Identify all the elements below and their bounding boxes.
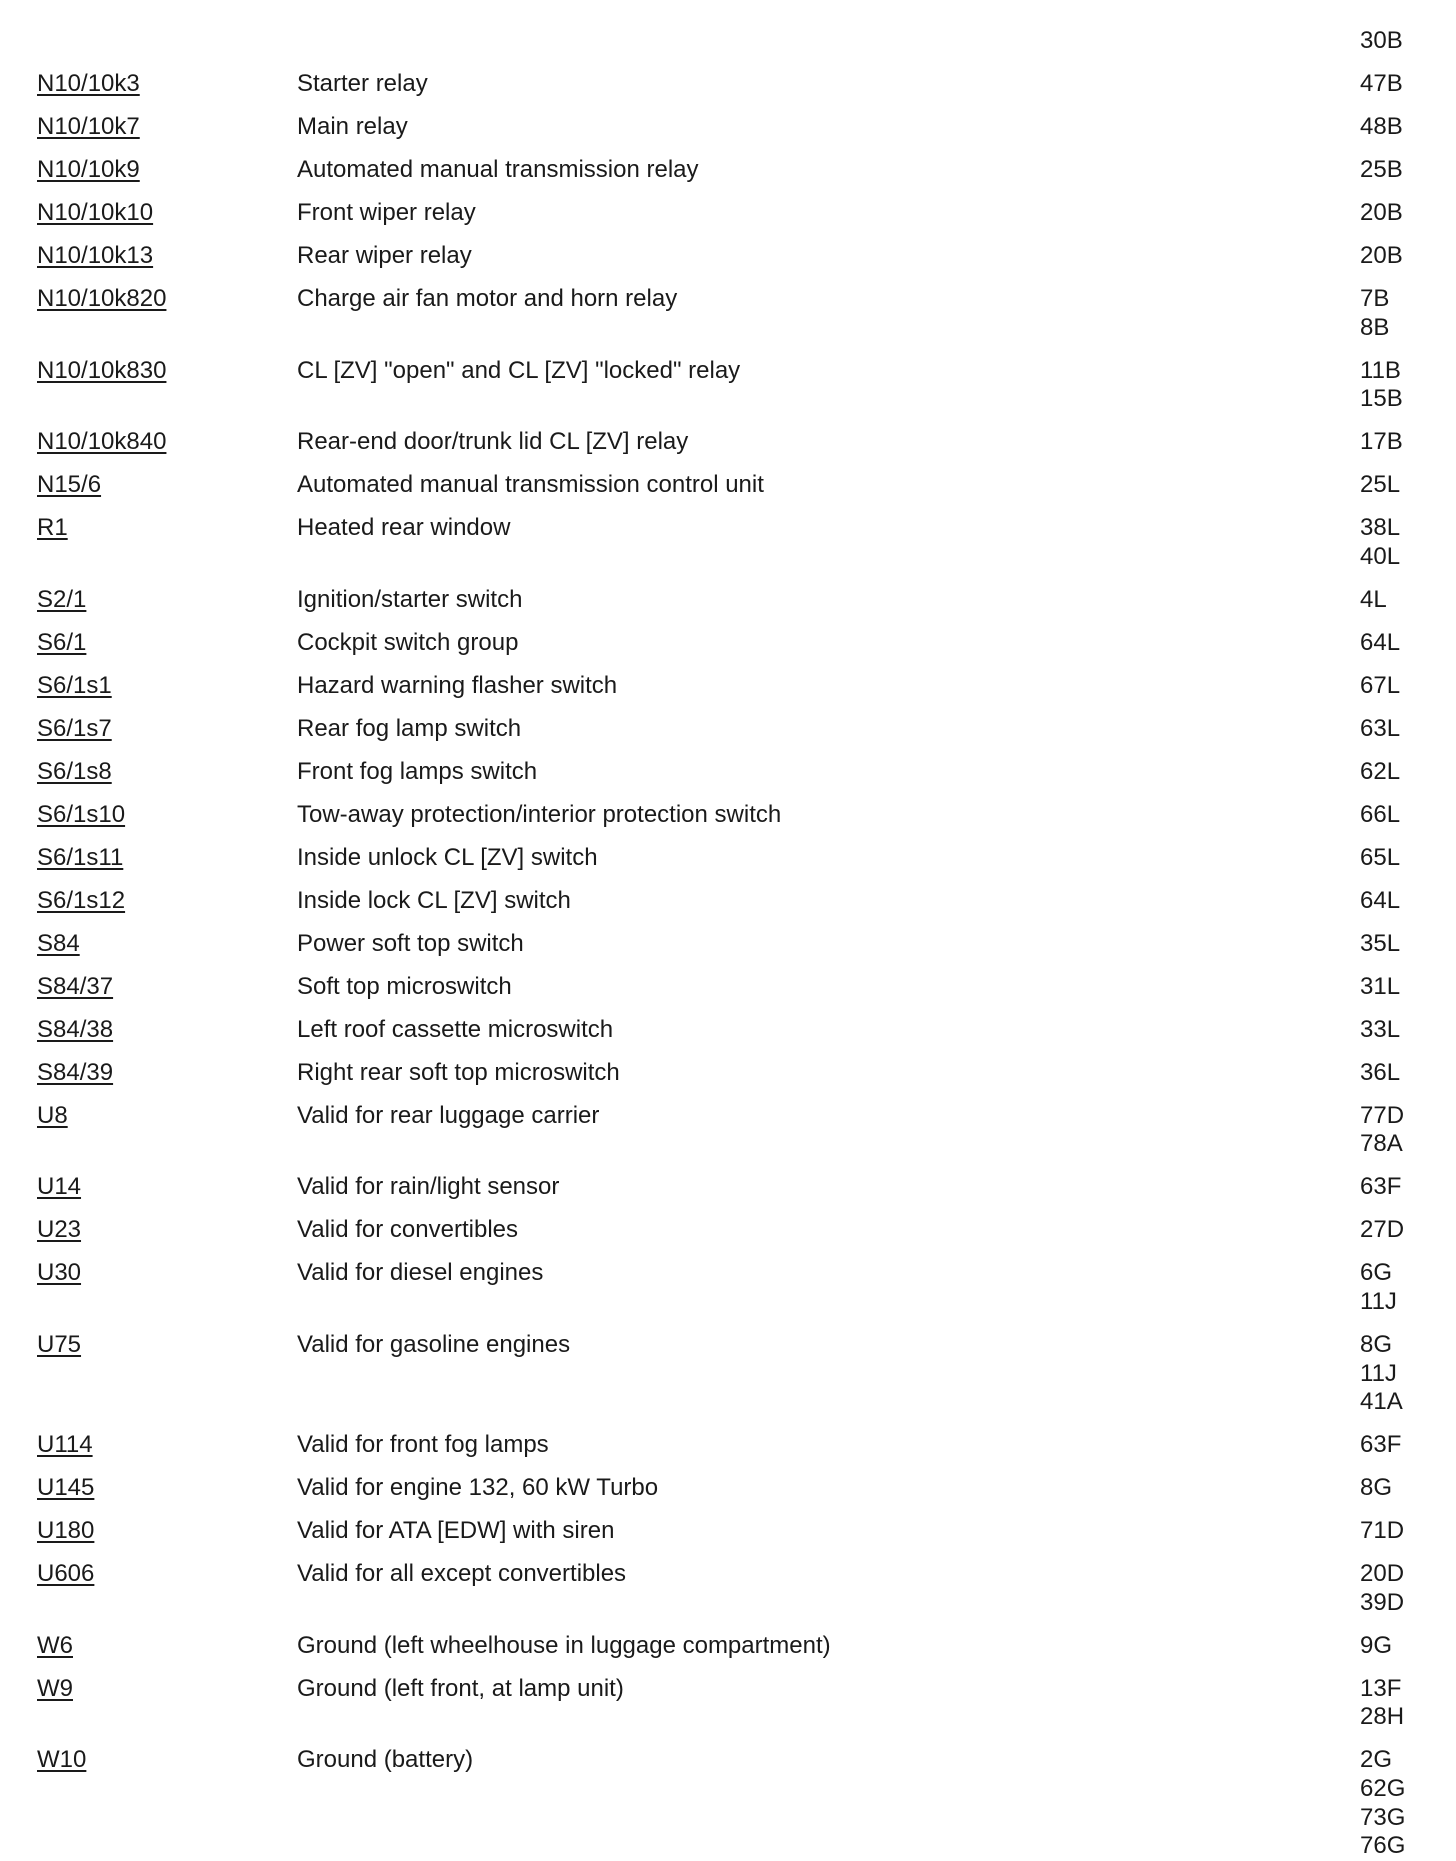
grid-coordinate: 4L: [1360, 585, 1387, 613]
component-code-link[interactable]: S6/1s11: [37, 843, 124, 871]
grid-coordinates: [1360, 1632, 1392, 1661]
component-description: Rear-end door/trunk lid CL [ZV] relay: [297, 428, 689, 456]
grid-coordinate: 47B: [1360, 70, 1403, 97]
component-description: Main relay: [297, 113, 408, 140]
grid-coordinates: [1360, 1746, 1405, 1860]
grid-coordinates: [1360, 1173, 1401, 1202]
grid-coordinate: 25B: [1360, 156, 1403, 183]
component-code-link[interactable]: N10/10k3: [37, 70, 140, 97]
grid-coordinate: 63F: [1360, 1431, 1402, 1459]
component-code-link[interactable]: N10/10k7: [37, 113, 140, 140]
grid-coordinate: 73G: [1360, 1803, 1406, 1831]
component-code-link[interactable]: W10: [37, 1746, 87, 1774]
component-description: Ignition/starter switch: [297, 585, 523, 613]
grid-coordinates: [1360, 801, 1400, 830]
grid-coordinates: [1360, 1431, 1401, 1460]
component-description: Valid for front fog lamps: [297, 1431, 549, 1459]
grid-coordinate: 6G: [1360, 1259, 1393, 1287]
component-code-link[interactable]: S6/1s1: [37, 671, 112, 699]
component-code-link[interactable]: U145: [37, 1474, 95, 1502]
grid-coordinate: 71D: [1360, 1517, 1405, 1545]
grid-coordinates: [1360, 973, 1400, 1002]
grid-coordinates: [1360, 758, 1400, 787]
grid-coordinate: 41A: [1360, 1388, 1403, 1416]
grid-coordinates: [1360, 471, 1400, 500]
component-code-link[interactable]: N15/6: [37, 471, 102, 499]
grid-coordinates: [1360, 514, 1400, 571]
grid-coordinates: [1360, 672, 1400, 701]
component-description: Rear fog lamp switch: [297, 714, 522, 742]
grid-coordinates: [1360, 1675, 1404, 1732]
component-description: Inside unlock CL [ZV] switch: [297, 843, 598, 871]
component-description: Tow-away protection/interior protection switch: [297, 800, 782, 828]
component-description: Cockpit switch group: [297, 628, 519, 656]
grid-coordinate: 28H: [1360, 1703, 1405, 1731]
component-code-link[interactable]: S6/1s10: [37, 800, 126, 828]
grid-coordinate: 65L: [1360, 843, 1401, 871]
component-code-link[interactable]: U606: [37, 1560, 95, 1588]
component-description: Left roof cassette microswitch: [297, 1015, 614, 1043]
grid-coordinate: 8B: [1360, 313, 1390, 341]
component-description: Ground (left wheelhouse in luggage compartment): [297, 1631, 831, 1659]
component-code-link[interactable]: S6/1s7: [37, 714, 112, 742]
grid-coordinates: [1360, 1102, 1404, 1159]
grid-coordinates: [1360, 1059, 1400, 1088]
grid-coordinate: 20D: [1360, 1560, 1405, 1588]
component-description: Valid for rear luggage carrier: [297, 1101, 600, 1129]
grid-coordinates: [1360, 1259, 1397, 1316]
component-code-link[interactable]: S84/37: [37, 972, 114, 1000]
grid-coordinate: 11J: [1360, 1287, 1397, 1315]
component-description: Rear wiper relay: [297, 242, 472, 269]
grid-coordinate: 77D: [1360, 1101, 1405, 1129]
grid-coordinates: [1360, 930, 1400, 959]
component-code-link[interactable]: S2/1: [37, 585, 87, 613]
component-description: Automated manual transmission relay: [297, 156, 699, 183]
grid-coordinates: [1360, 199, 1403, 228]
component-code-link[interactable]: U30: [37, 1259, 82, 1287]
grid-coordinates: [1360, 1216, 1404, 1245]
grid-coordinate: 76G: [1360, 1832, 1406, 1860]
grid-coordinate: 9G: [1360, 1631, 1393, 1659]
grid-coordinates: [1360, 1474, 1392, 1503]
component-code-link[interactable]: N10/10k830: [37, 356, 167, 384]
grid-coordinate: 38L: [1360, 514, 1401, 542]
component-description: Ground (battery): [297, 1746, 474, 1774]
component-description: Soft top microswitch: [297, 972, 512, 1000]
grid-coordinate: 27D: [1360, 1216, 1405, 1244]
component-code-link[interactable]: S84/39: [37, 1058, 114, 1086]
grid-coordinate: 35L: [1360, 929, 1401, 957]
component-code-link[interactable]: S6/1s8: [37, 757, 112, 785]
grid-coordinate: 2G: [1360, 1746, 1393, 1774]
component-description: Starter relay: [297, 70, 428, 97]
grid-coordinate: 11J: [1360, 1359, 1397, 1387]
grid-coordinates: [1360, 629, 1400, 658]
component-code-link[interactable]: U8: [37, 1101, 68, 1129]
component-description: Right rear soft top microswitch: [297, 1058, 620, 1086]
component-description: Valid for engine 132, 60 kW Turbo: [297, 1474, 659, 1502]
component-code-link[interactable]: W6: [37, 1631, 73, 1659]
grid-coordinate: 62G: [1360, 1774, 1406, 1802]
component-code-link[interactable]: U14: [37, 1173, 82, 1201]
grid-coordinates: [1360, 428, 1403, 457]
grid-coordinate: 66L: [1360, 800, 1401, 828]
grid-coordinate: 48B: [1360, 113, 1403, 140]
component-description: Front fog lamps switch: [297, 757, 538, 785]
grid-coordinate: 17B: [1360, 428, 1403, 456]
component-description: Valid for diesel engines: [297, 1259, 544, 1287]
grid-coordinate: 63L: [1360, 714, 1401, 742]
grid-coordinates: [1360, 887, 1400, 916]
grid-coordinate: 62L: [1360, 757, 1401, 785]
component-code-link[interactable]: S6/1: [37, 628, 87, 656]
component-code-link[interactable]: U180: [37, 1517, 95, 1545]
grid-coordinates: [1360, 844, 1400, 873]
grid-coordinates: [1360, 586, 1387, 615]
component-description: Valid for ATA [EDW] with siren: [297, 1517, 615, 1545]
component-description: CL [ZV] "open" and CL [ZV] "locked" relay: [297, 356, 741, 384]
grid-coordinate: 39D: [1360, 1588, 1405, 1616]
component-code-link[interactable]: N10/10k820: [37, 285, 167, 312]
grid-coordinate: 33L: [1360, 1015, 1401, 1043]
grid-coordinate: 78A: [1360, 1130, 1403, 1158]
grid-coordinates: [1360, 357, 1403, 414]
component-description: Power soft top switch: [297, 929, 524, 957]
grid-coordinates: [1360, 1016, 1400, 1045]
grid-coordinate: 8G: [1360, 1331, 1393, 1358]
component-description: Automated manual transmission control unit: [297, 471, 764, 499]
grid-coordinates: [1360, 285, 1389, 342]
component-description: Charge air fan motor and horn relay: [297, 285, 678, 312]
component-description: Valid for rain/light sensor: [297, 1173, 560, 1201]
component-code-link[interactable]: S84/38: [37, 1015, 114, 1043]
grid-coordinate: 15B: [1360, 385, 1403, 413]
grid-coordinate: 11B: [1360, 356, 1401, 384]
grid-coordinate: 40L: [1360, 542, 1401, 570]
grid-coordinate: 67L: [1360, 671, 1401, 699]
component-code-link[interactable]: U23: [37, 1216, 82, 1244]
component-code-link[interactable]: N10/10k9: [37, 156, 140, 183]
component-description: Ground (left front, at lamp unit): [297, 1674, 624, 1702]
grid-coordinate: 31L: [1360, 972, 1401, 1000]
grid-coordinates: [1360, 715, 1400, 744]
component-description: Valid for all except convertibles: [297, 1560, 627, 1588]
component-code-link[interactable]: U114: [37, 1431, 93, 1459]
grid-coordinates: [1360, 1517, 1404, 1546]
component-description: Front wiper relay: [297, 199, 476, 226]
component-code-link[interactable]: R1: [37, 514, 68, 542]
component-code-link[interactable]: S84: [37, 929, 80, 957]
component-code-link[interactable]: U75: [37, 1331, 82, 1358]
component-description: Hazard warning flasher switch: [297, 671, 618, 699]
grid-coordinate: 64L: [1360, 886, 1401, 914]
grid-coordinates: [1360, 156, 1403, 185]
grid-coordinates: [1360, 242, 1403, 271]
grid-coordinates: [1360, 1331, 1403, 1417]
component-description: Valid for gasoline engines: [297, 1331, 571, 1358]
grid-coordinate: 20B: [1360, 242, 1403, 269]
continued-coordinate: 30B: [1360, 27, 1403, 54]
component-code-link[interactable]: N10/10k13: [37, 242, 154, 269]
component-description: Inside lock CL [ZV] switch: [297, 886, 571, 914]
grid-coordinate: 7B: [1360, 285, 1390, 312]
grid-coordinate: 13F: [1360, 1674, 1402, 1702]
component-code-link[interactable]: N10/10k10: [37, 199, 154, 226]
grid-coordinate: 8G: [1360, 1474, 1393, 1502]
component-code-link[interactable]: W9: [37, 1674, 73, 1702]
grid-coordinates: [1360, 1560, 1404, 1617]
component-description: Valid for convertibles: [297, 1216, 518, 1244]
component-code-link[interactable]: S6/1s12: [37, 886, 126, 914]
grid-coordinate: 36L: [1360, 1058, 1401, 1086]
grid-coordinate: 25L: [1360, 471, 1401, 499]
grid-coordinates: [1360, 70, 1403, 99]
component-description: Heated rear window: [297, 514, 511, 542]
grid-coordinates: [1360, 113, 1403, 142]
grid-coordinate: 20B: [1360, 199, 1403, 226]
grid-coordinate: 63F: [1360, 1173, 1402, 1201]
component-code-link[interactable]: N10/10k840: [37, 428, 167, 456]
grid-coordinate: 64L: [1360, 628, 1401, 656]
